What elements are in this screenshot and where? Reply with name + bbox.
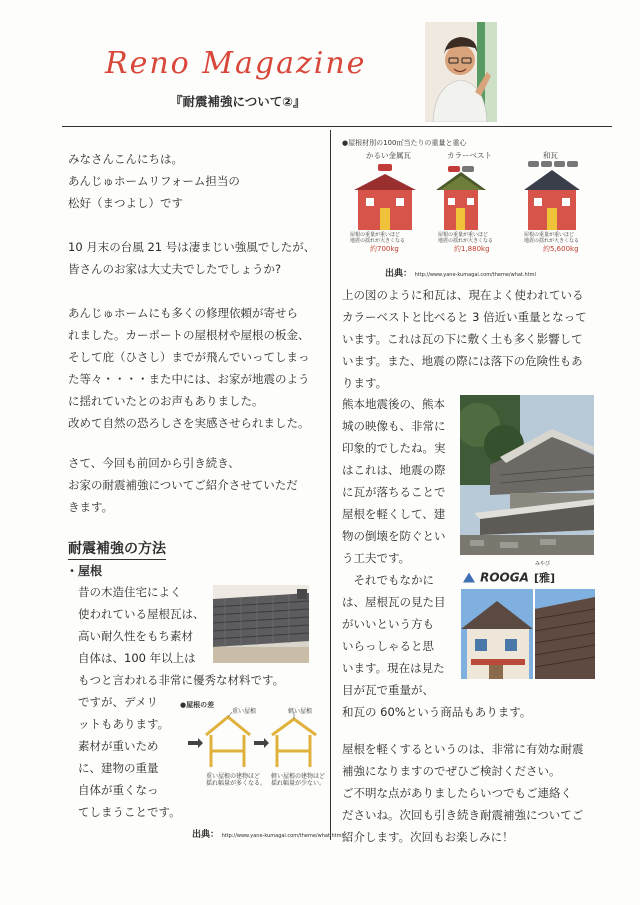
left-source-credit xyxy=(192,827,343,840)
text-line: 紹介します。次回もお楽しみに！ xyxy=(342,830,514,844)
closing-paragraph xyxy=(342,738,584,848)
header-divider xyxy=(62,126,612,127)
text-line: います。これは瓦の下に敷く土も多く影響して xyxy=(342,332,583,346)
kawara-roof-label: 和瓦 xyxy=(543,151,558,160)
figure-caption-1a: 屋根の重量が重いほど xyxy=(350,232,401,238)
text-line: は、屋根瓦の見た目 xyxy=(342,595,446,609)
light-roof-caption-1: 軽い屋根の建物ほど xyxy=(271,773,326,780)
text-line: それでもなかに xyxy=(342,573,434,587)
text-line: いらっしゃると思 xyxy=(342,639,434,653)
text-line: もつと言われる非常に優秀な材料です。 xyxy=(78,673,285,687)
text-line: 上の図のように和瓦は、現在よく使われている xyxy=(342,288,584,302)
issue-subtitle: 『耐震補強について②』 xyxy=(170,94,306,109)
figure-caption-2b: 地震の揺れが大きくなる xyxy=(438,238,494,244)
heavy-roof-label: 重い屋根 xyxy=(232,708,257,715)
light-roof-label: 軽い屋根 xyxy=(288,708,313,715)
text-line: ります。 xyxy=(342,376,388,390)
text-line: う工夫です。 xyxy=(342,551,411,565)
text-line: 印象的でしたね。実 xyxy=(342,441,446,455)
text-line: はこれは、地震の際 xyxy=(342,463,446,477)
right-source-credit xyxy=(385,266,536,279)
text-line: そして庇（ひさし）までが飛んでいってしまっ xyxy=(68,350,310,364)
text-line: がいいという方も xyxy=(342,617,434,631)
rooga-logo xyxy=(463,561,556,586)
metal-roof-label: かるい金属瓦 xyxy=(366,151,411,160)
roof-tile-photo xyxy=(213,585,309,663)
author-photo xyxy=(425,22,497,122)
column-divider xyxy=(330,130,331,840)
text-line: ご不明な点がありましたらいつでもご連絡く xyxy=(342,786,572,800)
text-line: た等々・・・・また中には、お家が地震のよう xyxy=(68,372,310,386)
text-line: あんじゅホームにも多くの修理依頼が寄せら xyxy=(68,306,298,320)
text-line: 自体は、100 年以上は xyxy=(78,651,196,665)
text-line: に揺れていたとのお声もありました。 xyxy=(68,394,264,408)
text-line: れました。カーポートの屋根材や屋根の板金、 xyxy=(68,328,310,342)
text-line: に瓦が落ちることで xyxy=(342,485,446,499)
typhoon-paragraph xyxy=(68,236,315,280)
text-line: きます。 xyxy=(68,500,114,514)
source-url: http://www.yane-kumagai.com/theme/what.html xyxy=(414,272,536,278)
section-heading: 耐震補強の方法 xyxy=(68,538,166,560)
figure-caption-3a: 屋根の重量が重いほど xyxy=(524,232,575,238)
brand-suffix: [雅] xyxy=(533,571,556,585)
figure-caption-3b: 地震の揺れが大きくなる xyxy=(524,238,580,244)
heavy-roof-caption-1: 重い屋根の建物ほど xyxy=(206,773,261,780)
intro-paragraph xyxy=(68,452,298,518)
compare-paragraph xyxy=(342,284,587,394)
repairs-paragraph xyxy=(68,302,310,434)
text-line: 素材が重いため xyxy=(78,739,159,753)
roof-weight-figure xyxy=(340,138,610,266)
source-label: 出典： xyxy=(385,269,413,279)
text-line: 松好（まつよし）です xyxy=(68,196,183,210)
text-line: 城の映像も、非常に xyxy=(342,419,446,433)
source-label: 出典： xyxy=(192,830,220,840)
source-url: http://www.yane-kumagai.com/theme/what.html xyxy=(221,833,343,839)
house-sketches xyxy=(176,697,322,817)
roof-bullet: ・屋根 xyxy=(66,564,103,578)
heavy-roof-caption-2: 揺れ幅量が多くなる。 xyxy=(206,780,267,787)
kumamoto-paragraph xyxy=(342,393,446,569)
text-line: 高い耐久性をもち素材 xyxy=(78,629,193,643)
text-line: います。現在は見た xyxy=(342,661,445,675)
figure-caption-2a: 屋根の重量が重いほど xyxy=(438,232,489,238)
kumamoto-castle-photo xyxy=(460,395,594,555)
text-line: 使われている屋根瓦は、 xyxy=(78,607,205,621)
text-line: ットもあります。 xyxy=(78,717,170,731)
colorbest-roof-weight: 約1,880kg xyxy=(454,245,490,253)
text-line: ですが、デメリ xyxy=(78,695,159,709)
text-line: 屋根を軽くするというのは、非常に有効な耐震 xyxy=(342,742,584,756)
metal-roof-weight: 約700kg xyxy=(370,245,399,253)
text-line: 10 月末の台風 21 号は凄まじい強風でしたが、 xyxy=(68,240,316,254)
text-line: 屋根を軽くして、建 xyxy=(342,507,446,521)
text-line: てしまうことです。 xyxy=(78,805,181,819)
text-line: に、建物の重量 xyxy=(78,761,159,775)
rooga-house-photo xyxy=(461,589,595,679)
colorbest-roof-label: カラーベスト xyxy=(447,151,492,160)
roof-weight-diagram xyxy=(176,697,326,817)
greeting-block xyxy=(68,148,240,214)
text-line: います。また、地震の際には落下の危険性もあ xyxy=(342,354,583,368)
text-line: 皆さんのお家は大丈夫でしたでしょうか? xyxy=(68,262,282,276)
figure-caption-1b: 地震の揺れが大きくなる xyxy=(350,238,406,244)
magazine-title: Reno Magazine xyxy=(105,46,367,81)
text-line: あんじゅホームリフォーム担当の xyxy=(68,174,240,188)
kawara-roof-weight: 約5,600kg xyxy=(543,245,579,253)
brand-ruby: みやび xyxy=(535,561,551,567)
text-line: お家の耐震補強についてご紹介させていただ xyxy=(68,478,298,492)
brand-name: ROOGA xyxy=(480,570,529,585)
text-line: カラーベストと比べると 3 倍近い重量となって xyxy=(342,310,587,324)
text-line: 改めて自然の恐ろしさを実感させられました。 xyxy=(68,416,310,430)
text-line: みなさんこんにちは。 xyxy=(68,152,183,166)
text-line: 和瓦の 60%という商品もあります。 xyxy=(342,705,532,719)
text-line: ださいね。次回も引き続き耐震補強についてご xyxy=(342,808,584,822)
text-line: 補強になりますのでぜひご検討ください。 xyxy=(342,764,561,778)
text-line: 熊本地震後の、熊本 xyxy=(342,397,446,411)
figure-title: ●屋根材別の100㎡当たりの重量と重心 xyxy=(342,139,467,147)
text-line: さて、今回も前回から引き続き、 xyxy=(68,456,240,470)
text-line: 物の倒壊を防ぐとい xyxy=(342,529,446,543)
diagram-title: ●屋根の差 xyxy=(180,701,215,709)
text-line: 目が瓦で重量が、 xyxy=(342,683,434,697)
light-roof-caption-2: 揺れ幅量が少ない。 xyxy=(271,780,326,787)
text-line: 自体が重くなっ xyxy=(78,783,159,797)
text-line: 昔の木造住宅によく xyxy=(78,585,182,599)
